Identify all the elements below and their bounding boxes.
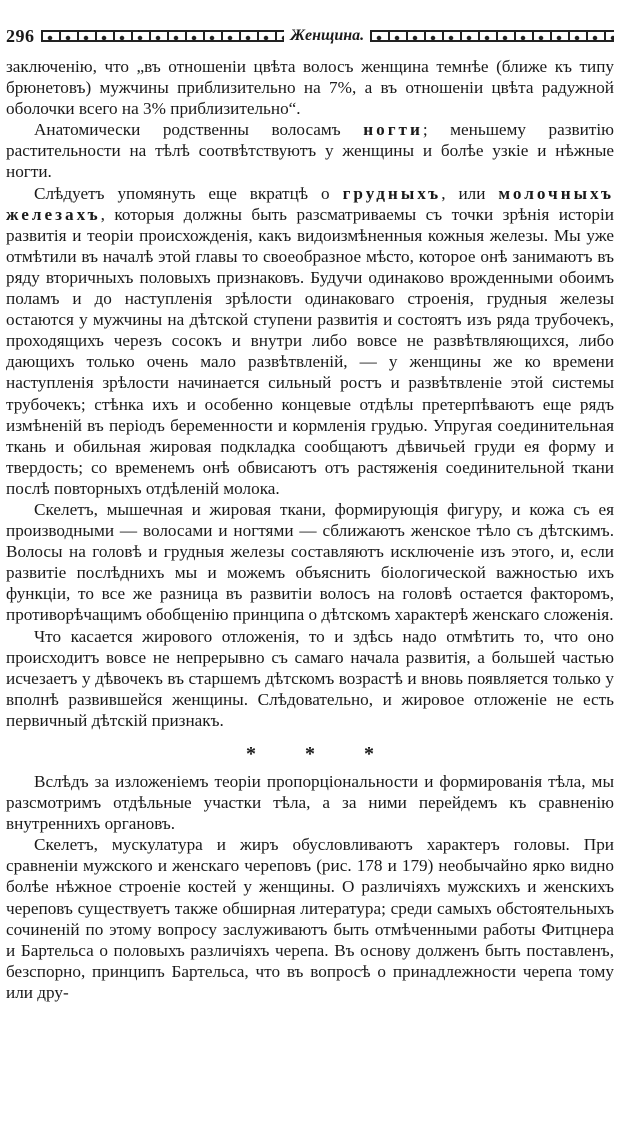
- header-ornament-left: [41, 30, 285, 42]
- paragraph-4: Скелетъ, мышечная и жировая ткани, формирующія фигуру, и кожа съ ея производными — волосами и ногтями — сближаютъ женское тѣло съ дѣтскимъ. Волосы на головѣ и грудныя железы составляютъ исключеніе изъ этого, и, если развитіе послѣднихъ мы и можемъ объяснить біологической важностью ихъ функціи, то все же разница въ развитіи волосъ на головѣ остается факторомъ, противорѣчащимъ обобщенію принципа о дѣтскомъ характерѣ женскаго сложенія.: [6, 499, 614, 625]
- paragraph-3-emphasis-2: молочныхъ железахъ: [6, 183, 614, 224]
- paragraph-2-after: ; меньшему развитію растительности на тѣлѣ соотвѣтствуютъ у женщины и болѣе узкіе и нѣжные ногти.: [6, 120, 614, 182]
- paragraph-1: заключенію, что „въ отношеніи цвѣта волосъ женщина темнѣе (ближе къ типу брюнетовъ) мужчины приблизительно на 7%, а въ отношеніи цвѣта радужной оболочки всего на 3% приблизительно“.: [6, 57, 614, 119]
- paragraph-3-before: Слѣдуетъ упомянуть еще вкратцѣ о: [34, 183, 343, 203]
- paragraph-2-before: Анатомически родственны волосамъ: [34, 120, 364, 140]
- book-page: [6, 22, 614, 1003]
- section-separator: * * *: [246, 743, 396, 765]
- paragraph-2: [6, 119, 614, 182]
- paragraph-2-emphasis: ногти: [363, 120, 423, 140]
- body-text: [6, 56, 614, 1003]
- running-title: Женщина.: [290, 27, 365, 44]
- page-number: 296: [6, 25, 35, 46]
- paragraph-3-emphasis-1: грудныхъ: [342, 183, 442, 203]
- paragraph-3-after: , которыя должны быть разсматриваемы съ точки зрѣнія исторіи развитія и теоріи происхожденія, какъ видоизмѣненныя кожныя железы. Мы уже отмѣтили въ началѣ этой главы то своеобразное мѣсто, которое онѣ занимаютъ въ ряду вторичныхъ половыхъ признаковъ. Будучи одинаково врожденными обоимъ поламъ и до наступленія зрѣлости одинаковаго строенія, грудныя железы остаются у мужчины на дѣтской ступени развитія и состоятъ изъ ряда трубочекъ, проходящихъ черезъ сосокъ и внутри либо вовсе не развѣтвляющихся, либо дающихъ только очень мало развѣтвленій, — у женщины же ко времени наступленія зрѣлости начинается сильный ростъ и развѣтвленіе этой системы трубочекъ; стѣнка ихъ и особенно концевые отдѣлы претерпѣваютъ еще рядъ измѣненій въ періодъ беременности и кормленія грудью. Упругая соединительная ткань и обильная жировая подкладка сообщаютъ дѣвичьей груди ея форму и твердость; со временемъ онѣ обвисаютъ отъ растяженія соединительной ткани послѣ повторныхъ отдѣленій молока.: [6, 204, 614, 498]
- paragraph-7: Скелетъ, мускулатура и жиръ обусловливаютъ характеръ головы. При сравненіи мужского и женскаго череповъ (рис. 178 и 179) необычайно ярко видно болѣе нѣжное строеніе костей у женщины. О различіяхъ мужскихъ и женскихъ череповъ существуетъ также обширная литература; среди самыхъ обстоятельныхъ сочиненій по этому вопросу заслуживаютъ быть отмѣченными работы Фитцнера и Бартельса о половыхъ различіяхъ черепа. Въ основу долженъ быть поставленъ, безспорно, принципъ Бартельса, что въ вопросѣ о принадлежности черепа тому или дру-: [6, 835, 614, 1002]
- paragraph-3-middle: , или: [441, 183, 499, 203]
- paragraph-6: Вслѣдъ за изложеніемъ теоріи пропорціональности и формированія тѣла, мы разсмотримъ отдѣльные участки тѣла, а за ними перейдемъ къ сравненію внутреннихъ органовъ.: [6, 772, 614, 834]
- paragraph-5: Что касается жирового отложенія, то и здѣсь надо отмѣтить то, что оно происходитъ вовсе не непрерывно съ самаго начала развитія, а большей частью исчезаетъ у дѣвочекъ въ старшемъ дѣтскомъ возрастѣ и вновь появляется только у вполнѣ развившейся женщины. Слѣдовательно, и жировое отложеніе не есть первичный дѣтскій признакъ.: [6, 626, 614, 730]
- paragraph-3: [6, 183, 614, 499]
- page-header: [6, 22, 614, 50]
- header-ornament-right: [370, 30, 614, 42]
